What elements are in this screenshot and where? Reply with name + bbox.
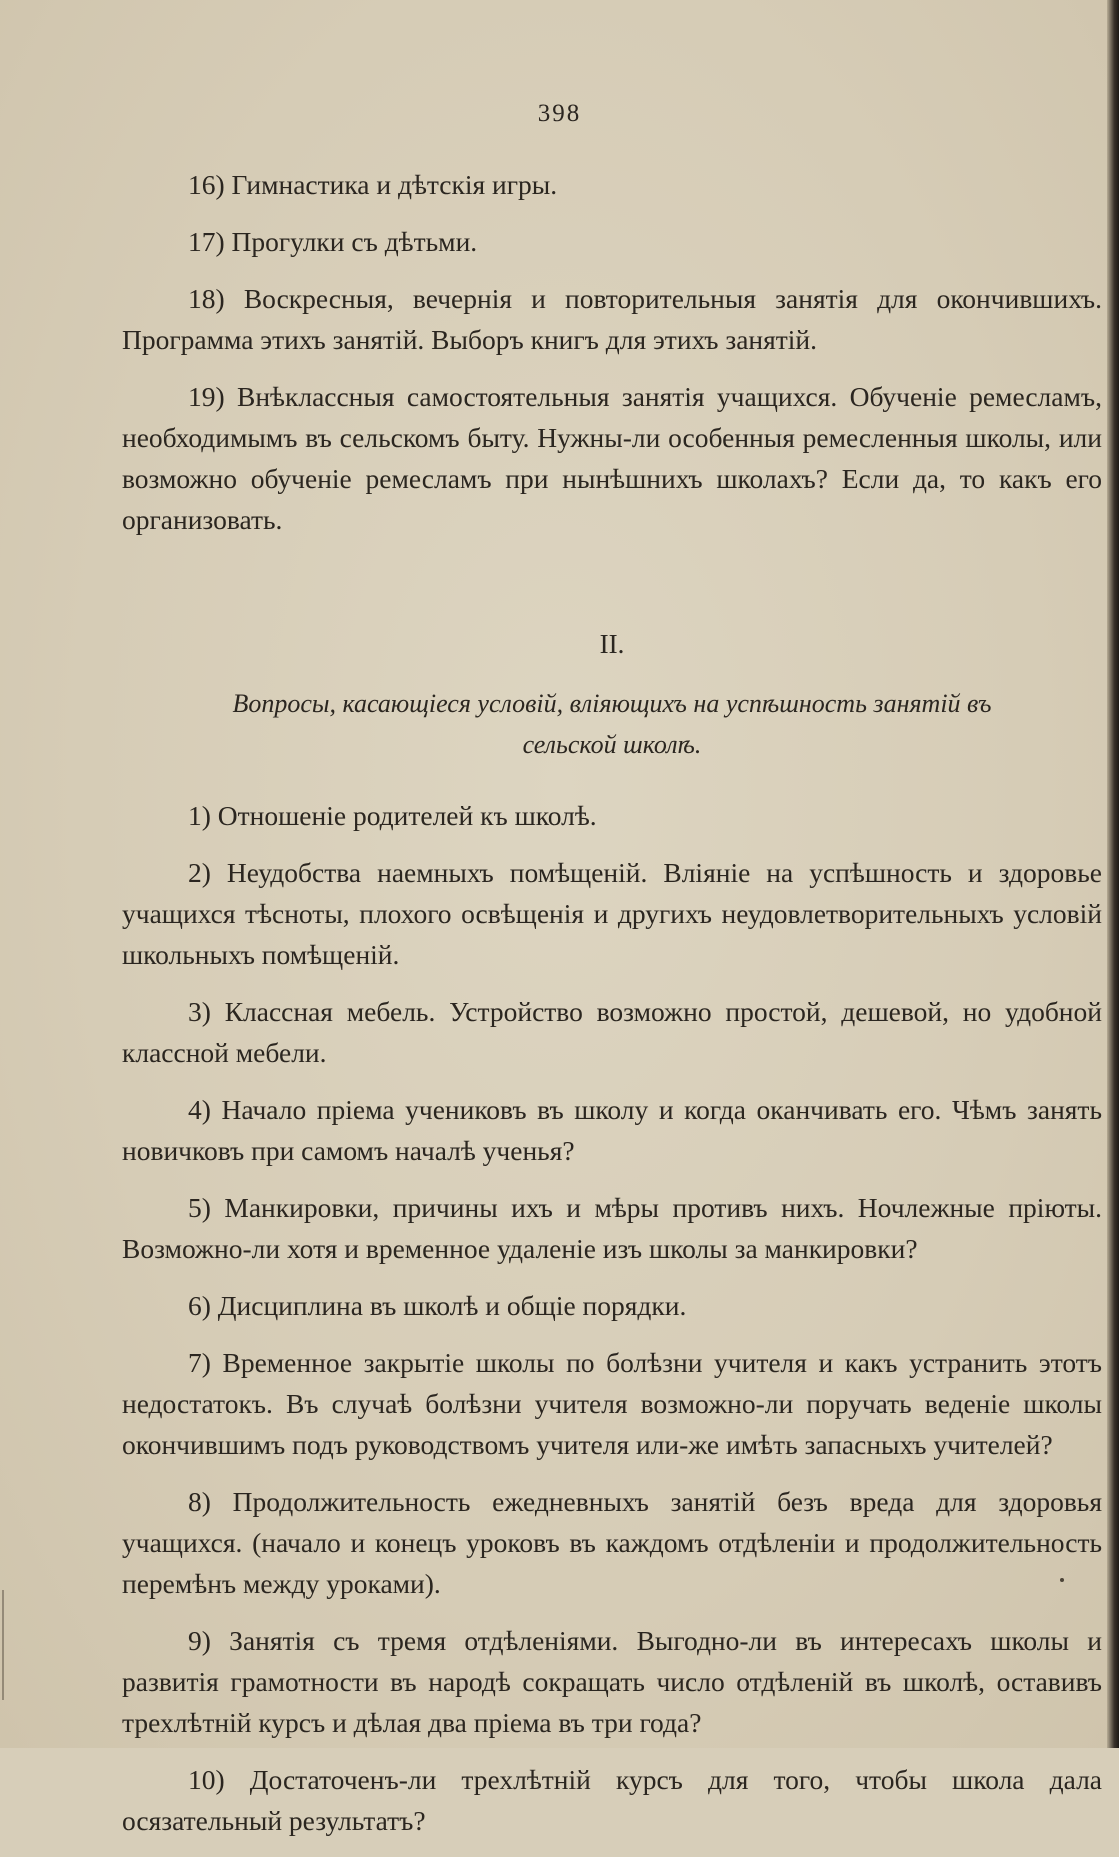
list-item: 6) Дисциплина въ школѣ и общіе порядки. (188, 1290, 687, 1321)
section-title-line: сельской школѣ. (522, 730, 702, 759)
list-item: 1) Отношеніе родителей къ школѣ. (188, 800, 597, 831)
page-number: 398 (537, 100, 582, 127)
list-item: 5) Манкировки, причины ихъ и мѣры противъ нихъ. Ночлежные пріюты. Возможно-ли хотя и временное удаленіе изъ школы за манкировки? (122, 1192, 1102, 1264)
margin-mark (2, 1590, 4, 1700)
section-title (122, 683, 1102, 765)
list-item: 8) Продолжительность ежедневныхъ занятій безъ вреда для здоровья учащихся. (начало и конецъ уроковъ въ каждомъ отдѣленіи и продолжительность перемѣнъ между уроками). (122, 1486, 1102, 1599)
list-item: 2) Неудобства наемныхъ помѣщеній. Вліяніе на успѣшность и здоровье учащихся тѣсноты, плохого освѣщенія и другихъ неудовлетворительныхъ условій школьныхъ помѣщеній. (122, 857, 1102, 970)
list-item: 4) Начало пріема учениковъ въ школу и когда оканчивать его. Чѣмъ занять новичковъ при самомъ началѣ ученья? (122, 1094, 1102, 1166)
list-item: 16) Гимнастика и дѣтскія игры. (188, 169, 558, 200)
list-item: 3) Классная мебель. Устройство возможно простой, дешевой, но удобной классной мебели. (122, 996, 1102, 1068)
list-item: 17) Прогулки съ дѣтьми. (188, 226, 478, 257)
list-item: 9) Занятія съ тремя отдѣленіями. Выгодно-ли въ интересахъ школы и развитія грамотности въ народѣ сокращать число отдѣленій въ школѣ, оставивъ трехлѣтній курсъ и дѣлая два пріема въ три года? (122, 1625, 1102, 1738)
page-edge-shadow (1107, 0, 1119, 1748)
page-content (122, 164, 1102, 1857)
list-item: 7) Временное закрытіе школы по болѣзни учителя и какъ устранить этотъ недостатокъ. Въ случаѣ болѣзни учителя возможно-ли поручать веденіе школы окончившимъ подъ руководствомъ учителя или-же имѣть запасныхъ учителей? (122, 1347, 1102, 1460)
list-item: 18) Воскресныя, вечернія и повторительныя занятія для окончившихъ. Программа этихъ занятій. Выборъ книгъ для этихъ занятій. (122, 283, 1102, 355)
section-title-line: Вопросы, касающіеся условій, вліяющихъ на успѣшность занятій въ (232, 689, 992, 718)
list-item: 19) Внѣклассныя самостоятельныя занятія учащихся. Обученіе ремесламъ, необходимымъ въ сельскомъ быту. Нужны-ли особенныя ремесленныя школы, или возможно обученіе ремесламъ при нынѣшнихъ школахъ? Если да, то какъ его организовать. (122, 381, 1102, 535)
section-number: II. (599, 629, 625, 659)
list-item: 10) Достаточенъ-ли трехлѣтній курсъ для того, чтобы школа дала осязательный результатъ? (122, 1764, 1102, 1836)
